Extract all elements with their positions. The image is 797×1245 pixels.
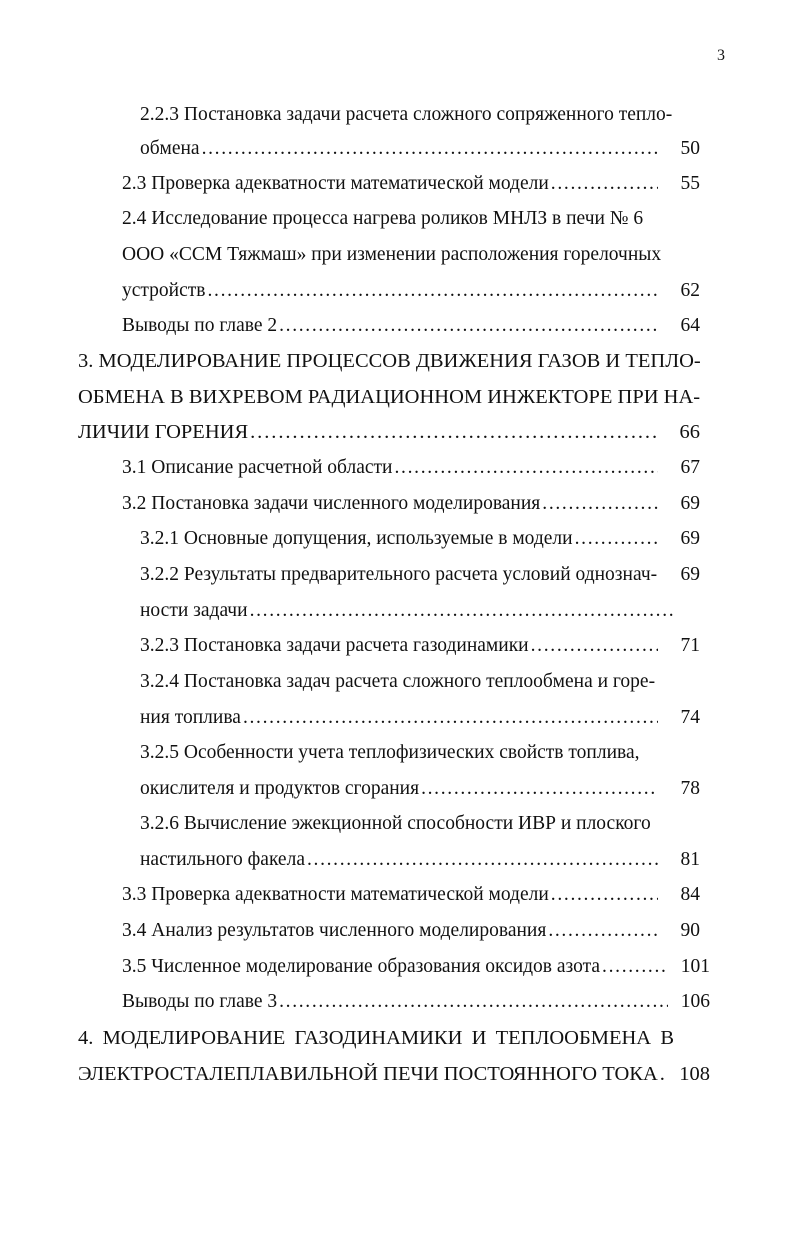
toc-page-number: 69 xyxy=(680,493,700,514)
toc-page-number: 90 xyxy=(680,920,700,941)
toc-page-number: 67 xyxy=(680,457,700,478)
toc-entry-3-2-3[interactable] xyxy=(140,628,700,664)
toc-page-number: 108 xyxy=(679,1063,710,1085)
toc-entry-3-2-2-line1: 3.2.2 Результаты предварительного расчета условий однознач- xyxy=(140,564,658,585)
toc-chapter-3-line1: 3. МОДЕЛИРОВАНИЕ ПРОЦЕССОВ ДВИЖЕНИЯ ГАЗОВ И ТЕПЛО- xyxy=(78,350,701,372)
toc-chapter-4-line2[interactable] xyxy=(78,1056,710,1092)
toc-entry-3-2[interactable] xyxy=(122,486,700,522)
toc-entry-3-2-4-line2[interactable] xyxy=(140,700,700,736)
toc-page-number: 69 xyxy=(680,564,700,585)
dot-leader xyxy=(660,1056,668,1092)
toc-chapter-3-line3[interactable] xyxy=(78,414,700,450)
dot-leader xyxy=(279,984,668,1020)
toc-page-number: 78 xyxy=(680,778,700,799)
dot-leader xyxy=(531,628,658,664)
toc-entry-text: Выводы по главе 2 xyxy=(122,315,278,336)
toc-page-number: 69 xyxy=(680,528,700,549)
toc-entry-text: 3.2.3 Постановка задачи расчета газодинамики xyxy=(140,635,529,656)
toc-page-number: 106 xyxy=(680,991,710,1012)
dot-leader xyxy=(421,771,658,807)
toc-entry-3-2-1[interactable] xyxy=(140,521,700,557)
toc-entry-text: ности задачи xyxy=(140,600,248,621)
dot-leader xyxy=(395,450,659,486)
toc-entry-2-4-line1: 2.4 Исследование процесса нагрева роликов МНЛЗ в печи № 6 xyxy=(122,208,644,229)
dot-leader xyxy=(243,700,658,736)
toc-page-number: 101 xyxy=(680,956,710,977)
page-number: 3 xyxy=(717,47,725,64)
dot-leader xyxy=(542,486,658,522)
dot-leader xyxy=(207,273,658,309)
toc-entry-text: ЛИЧИИ ГОРЕНИЯ xyxy=(78,421,249,443)
toc-entry-3-2-6-line1: 3.2.6 Вычисление эжекционной способности ИВР и плоского xyxy=(140,813,651,834)
toc-page-number: 81 xyxy=(680,849,700,870)
toc-entry-3-2-5-line2[interactable] xyxy=(140,771,700,807)
toc-page-number: 50 xyxy=(680,138,700,159)
toc-chapter-3-line2: ОБМЕНА В ВИХРЕВОМ РАДИАЦИОННОМ ИНЖЕКТОРЕ ПРИ НА- xyxy=(78,386,701,408)
toc-entry-3-1[interactable] xyxy=(122,450,700,486)
dot-leader xyxy=(307,842,658,878)
toc-entry-text: окислителя и продуктов сгорания xyxy=(140,778,420,799)
toc-entry-2-4-line2: ООО «ССМ Тяжмаш» при изменении расположения горелочных xyxy=(122,244,662,265)
toc-entry-3-2-6-line2[interactable] xyxy=(140,842,700,878)
toc-entry-3-4[interactable] xyxy=(122,913,700,949)
toc-entry-text: 3.4 Анализ результатов численного моделирования xyxy=(122,920,547,941)
toc-page-number: 84 xyxy=(680,884,700,905)
toc-page-number: 55 xyxy=(680,173,700,194)
toc-entry-text: ЭЛЕКТРОСТАЛЕПЛАВИЛЬНОЙ ПЕЧИ ПОСТОЯННОГО ТОКА xyxy=(78,1063,658,1085)
toc-entry-2-2-3-line1: 2.2.3 Постановка задачи расчета сложного сопряженного тепло- xyxy=(140,104,673,125)
toc-entry-text: настильного факела xyxy=(140,849,305,870)
toc-page-number: 74 xyxy=(680,707,700,728)
dot-leader xyxy=(602,949,668,985)
toc-entry-text: ния топлива xyxy=(140,707,241,728)
toc-page-number: 62 xyxy=(680,280,700,301)
toc-entry-text: обмена xyxy=(140,138,200,159)
toc-entry-2-3[interactable] xyxy=(122,166,700,202)
toc-entry-conclusions-3[interactable] xyxy=(122,984,710,1020)
toc-entry-text: устройств xyxy=(122,280,206,301)
toc-entry-3-2-5-line1: 3.2.5 Особенности учета теплофизических свойств топлива, xyxy=(140,742,640,763)
dot-leader xyxy=(551,877,658,913)
toc-entry-3-3[interactable] xyxy=(122,877,700,913)
toc-entry-text: 3.2.1 Основные допущения, используемые в модели xyxy=(140,528,573,549)
toc-entry-2-2-3-line2[interactable] xyxy=(140,131,700,167)
toc-entry-text: 2.3 Проверка адекватности математической модели xyxy=(122,173,549,194)
toc-entry-2-4-line3[interactable] xyxy=(122,273,700,309)
dot-leader xyxy=(575,521,658,557)
toc-entry-text: 3.5 Численное моделирование образования оксидов азота xyxy=(122,956,601,977)
toc-page-number: 66 xyxy=(679,421,700,443)
toc-entry-text: Выводы по главе 3 xyxy=(122,991,278,1012)
toc-entry-3-5[interactable] xyxy=(122,949,710,985)
dot-leader xyxy=(202,131,658,167)
dot-leader xyxy=(279,308,658,344)
toc-entry-text: 3.2 Постановка задачи численного моделирования xyxy=(122,493,541,514)
dot-leader xyxy=(551,166,658,202)
toc-entry-text: 3.1 Описание расчетной области xyxy=(122,457,393,478)
toc-entry-3-2-2-line2[interactable] xyxy=(140,593,674,629)
toc-chapter-4-line1: 4. МОДЕЛИРОВАНИЕ ГАЗОДИНАМИКИ И ТЕПЛООБМЕНА В xyxy=(78,1027,674,1049)
dot-leader xyxy=(250,414,658,450)
toc-entry-text: 3.3 Проверка адекватности математической модели xyxy=(122,884,549,905)
toc-entry-3-2-4-line1: 3.2.4 Постановка задач расчета сложного теплообмена и горе- xyxy=(140,671,656,692)
toc-page-number: 64 xyxy=(680,315,700,336)
toc-page-number: 71 xyxy=(680,635,700,656)
dot-leader xyxy=(548,913,658,949)
toc-entry-conclusions-2[interactable] xyxy=(122,308,700,344)
dot-leader xyxy=(250,593,674,629)
